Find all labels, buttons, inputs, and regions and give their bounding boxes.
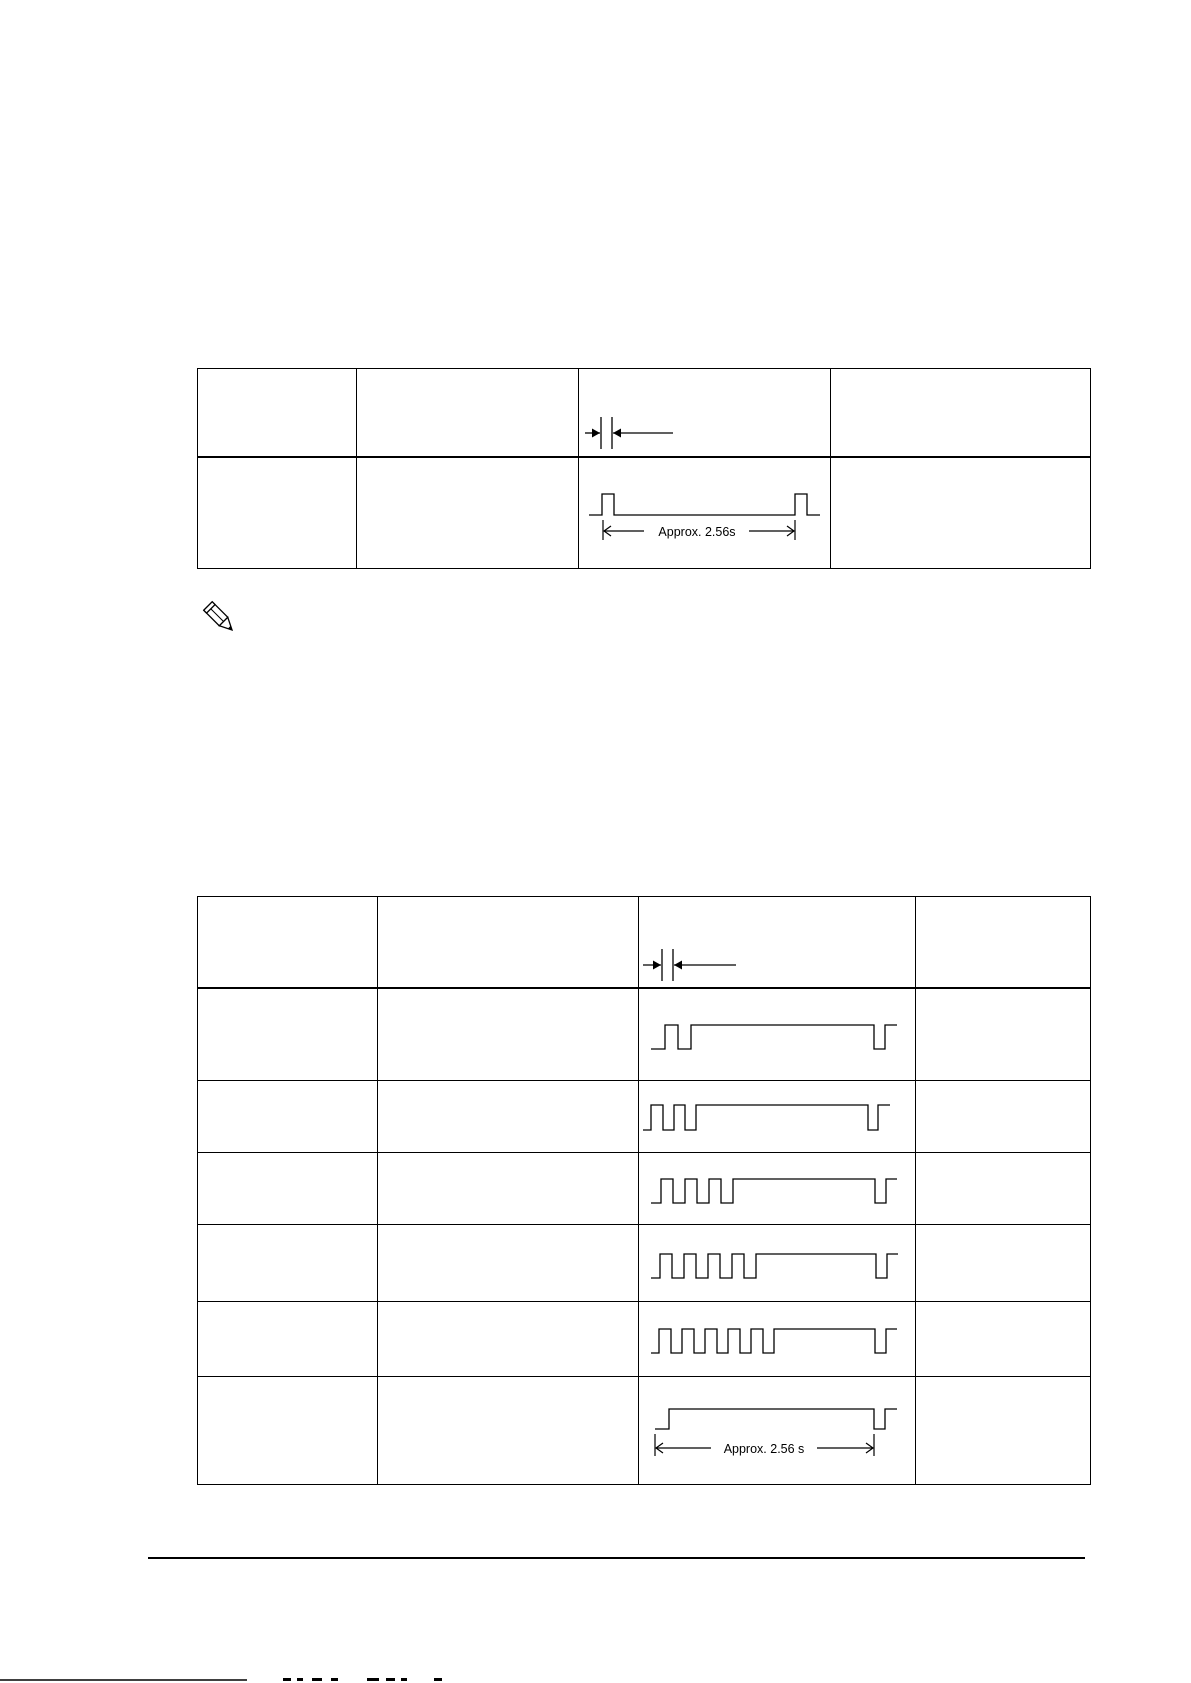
- footer-fragment: [0, 1678, 1191, 1683]
- table-cell: [198, 1225, 378, 1302]
- header-cell: [378, 897, 639, 988]
- blink-pattern-waveform: [639, 1302, 916, 1377]
- pattern-cell: [639, 1081, 916, 1153]
- header-cell: [916, 897, 1091, 988]
- table-cell: [916, 1081, 1091, 1153]
- header-cell: [357, 369, 579, 457]
- status-table-2: [197, 896, 1091, 1485]
- pattern-cell: [639, 1302, 916, 1377]
- table-row: [198, 988, 1091, 1081]
- table-cell: [916, 988, 1091, 1081]
- header-cell-pattern: [639, 897, 916, 988]
- pattern-cell: [639, 1377, 916, 1485]
- table-row: [198, 1153, 1091, 1225]
- table-cell: [198, 1377, 378, 1485]
- table-cell: [378, 1302, 639, 1377]
- table-row: [198, 1377, 1091, 1485]
- header-cell: [831, 369, 1091, 457]
- blink-pattern-waveform: [639, 1153, 916, 1225]
- status-table-1: [197, 368, 1091, 569]
- pattern-cell: [639, 1153, 916, 1225]
- pulse-width-indicator-icon: [639, 897, 916, 988]
- pattern-cell: [579, 457, 831, 569]
- table-cell: [198, 1153, 378, 1225]
- table-cell: [378, 1081, 639, 1153]
- duration-label: Approx. 2.56 s: [723, 1442, 805, 1456]
- blink-pattern-waveform: [579, 458, 831, 570]
- table-row: [198, 457, 1091, 569]
- table-row: [198, 1225, 1091, 1302]
- table-cell: [357, 457, 579, 569]
- table-cell: [916, 1377, 1091, 1485]
- table-cell: [198, 457, 357, 569]
- table-cell: [916, 1225, 1091, 1302]
- blink-pattern-waveform: [639, 1081, 916, 1153]
- table-header-row: [198, 897, 1091, 988]
- table-row: [198, 1302, 1091, 1377]
- pulse-width-indicator-icon: [579, 369, 831, 457]
- pattern-cell: [639, 988, 916, 1081]
- table-cell: [198, 988, 378, 1081]
- pencil-note-icon: [200, 598, 240, 638]
- table-row: [198, 1081, 1091, 1153]
- duration-label: Approx. 2.56s: [658, 524, 736, 539]
- blink-pattern-waveform: [639, 1377, 916, 1485]
- table-cell: [198, 1302, 378, 1377]
- table-cell: [378, 988, 639, 1081]
- table-cell: [916, 1302, 1091, 1377]
- blink-pattern-waveform: [639, 1225, 916, 1302]
- table-cell: [378, 1377, 639, 1485]
- pattern-cell: [639, 1225, 916, 1302]
- table-cell: [378, 1153, 639, 1225]
- header-cell-pattern: [579, 369, 831, 457]
- blink-pattern-waveform: [639, 989, 916, 1082]
- table-cell: [831, 457, 1091, 569]
- table-cell: [916, 1153, 1091, 1225]
- header-cell: [198, 369, 357, 457]
- table-cell: [198, 1081, 378, 1153]
- header-cell: [198, 897, 378, 988]
- table-header-row: [198, 369, 1091, 457]
- table-cell: [378, 1225, 639, 1302]
- page-bottom-rule: [148, 1557, 1085, 1559]
